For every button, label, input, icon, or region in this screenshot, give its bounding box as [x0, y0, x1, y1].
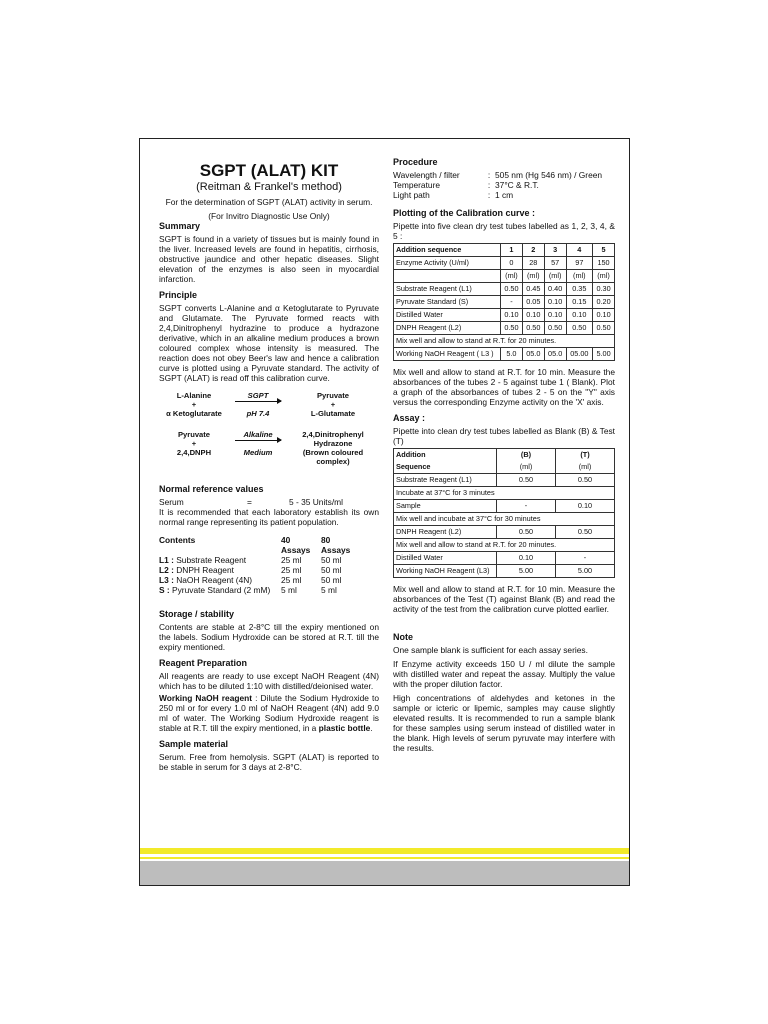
- procedure-row: Light path : 1 cm: [393, 190, 514, 200]
- table-row: Sequence (ml) (ml): [394, 461, 615, 474]
- contents-item: L3 : NaOH Reagent (4N): [159, 575, 253, 585]
- table-row: Mix well and allow to stand at R.T. for 20 minutes.: [394, 335, 615, 348]
- table-row: Distilled Water 0.10 -: [394, 552, 615, 565]
- contents-qty-b: 5 ml: [321, 585, 337, 595]
- table-row: Addition sequence 1 2 3 4 5: [394, 244, 615, 257]
- contents-qty-a: 25 ml: [281, 555, 302, 565]
- table-row: Incubate at 37°C for 3 minutes: [394, 487, 615, 500]
- product-dnp: 2,4,Dinitrophenyl: [302, 430, 364, 439]
- contents-qty-a: 5 ml: [281, 585, 297, 595]
- table-row: Working NaOH Reagent ( L3 ) 5.0 05.0 05.0 05.00 5.00: [394, 348, 615, 361]
- sample-heading: Sample material: [159, 739, 229, 749]
- working-naoh-text: Working NaOH reagent : Dilute the Sodium Hydroxide to 250 ml or for every 1.0 ml of NaOH Reagent (4N) add 9.0 ml of water. The Working Sodium Hydroxide reagent is stable at R.T. till the expiry mentioned, in a plastic bottle.: [159, 693, 379, 733]
- normal-values-row: [159, 497, 379, 507]
- normal-text: It is recommended that each laboratory establish its own normal range representing its patient population.: [159, 507, 379, 527]
- condition-label-2: Medium: [243, 448, 273, 457]
- contents-col1: 40 Assays: [281, 535, 311, 555]
- procedure-row: Temperature : 37°C & R.T.: [393, 180, 539, 190]
- assay-table: [393, 448, 615, 578]
- plus-sign: +: [191, 400, 197, 409]
- reactant-dnph: 2,4,DNPH: [176, 448, 212, 457]
- calibration-intro: Pipette into five clean dry test tubes labelled as 1, 2, 3, 4, & 5 :: [393, 221, 615, 241]
- kit-title: SGPT (ALAT) KIT: [199, 161, 339, 180]
- procedure-heading: Procedure: [393, 157, 438, 167]
- method-subtitle: (Reitman & Frankel's method): [196, 181, 342, 193]
- use-only-text: (For Invitro Diagnostic Use Only): [208, 211, 330, 221]
- calibration-table: [393, 243, 615, 361]
- reactant-pyruvate: Pyruvate: [177, 430, 211, 439]
- product-hydrazone: Hydrazone: [313, 439, 353, 448]
- assay-heading: Assay :: [393, 413, 426, 423]
- footer-yellow-line: [140, 857, 629, 859]
- product-pyruvate: Pyruvate: [316, 391, 350, 400]
- arrow-line: [229, 439, 287, 448]
- summary-text: SGPT is found in a variety of tissues but is mainly found in the liver. Increased levels are found in hepatitis, cirrhosis, obstructive jaundice and other hepatic diseases. Slight elevation of the enzymes is also seen in myocardial infarction.: [159, 234, 379, 284]
- summary-heading: Summary: [159, 221, 201, 231]
- assay-intro: Pipette into clean dry test tubes labelled as Blank (B) & Test (T): [393, 426, 615, 446]
- sample-text: Serum. Free from hemolysis. SGPT (ALAT) is reported to be stable in serum for 3 days at 2-8°C.: [159, 752, 379, 772]
- table-row: Substrate Reagent (L1) 0.50 0.50: [394, 474, 615, 487]
- note-heading: Note: [393, 632, 413, 642]
- left-column: [159, 161, 379, 774]
- principle-text: SGPT converts L-Alanine and α Ketoglutarate to Pyruvate and Glutamate. The Pyruvate formed reacts with 2,4,Dinitrophenyl hydrazine to produce a hydrazone derivative, which in an alkaline medium produces a brown coloured complex whose intensity is measured. The reaction does not obey Beer's law and hence a calibration curve is plotted using a Pyruvate standard. The activity of SGPT (ALAT) is read off this calibration curve.: [159, 303, 379, 383]
- table-row: Enzyme Activity (U/ml) 0 28 57 97 150: [394, 257, 615, 270]
- contents-qty-b: 50 ml: [321, 565, 342, 575]
- normal-eq: =: [247, 497, 252, 507]
- right-column: [393, 157, 615, 755]
- table-row: Working NaOH Reagent (L3) 5.00 5.00: [394, 565, 615, 578]
- arrow-line: [229, 400, 287, 409]
- table-row: DNPH Reagent (L2) 0.50 0.50: [394, 526, 615, 539]
- table-row: Distilled Water 0.10 0.10 0.10 0.10 0.10: [394, 309, 615, 322]
- normal-heading: Normal reference values: [159, 484, 264, 494]
- principle-heading: Principle: [159, 290, 198, 300]
- product-complex: (Brown coloured complex): [302, 448, 364, 466]
- table-row: DNPH Reagent (L2) 0.50 0.50 0.50 0.50 0.50: [394, 322, 615, 335]
- storage-text: Contents are stable at 2-8°C till the expiry mentioned on the labels. Sodium Hydroxide can be stored at R.T. till the expiry mentioned.: [159, 622, 379, 652]
- enzyme-label: SGPT: [247, 391, 269, 400]
- calibration-after-text: Mix well and allow to stand at R.T. for 10 min. Measure the absorbances of the tubes 2 - 5 against tube 1 ( Blank). Plot a graph of the absorbances of tubes 2 - 5 on the "Y" axis versus the corresponding Enzyme activity on the 'X' axis.: [393, 367, 615, 407]
- note-p3: High concentrations of aldehydes and ketones in the sample or icteric or lipemic, samples may cause slightly elevated results. It is recommended to run a sample blank for these samples using serum instead of distilled water in the blank. High levels of serum pyruvate may interfere with the results.: [393, 693, 615, 753]
- plus-sign: +: [330, 400, 336, 409]
- note-p1: One sample blank is sufficient for each assay series.: [393, 645, 588, 655]
- plus-sign: +: [191, 439, 197, 448]
- table-row: Substrate Reagent (L1) 0.50 0.45 0.40 0.35 0.30: [394, 283, 615, 296]
- table-row: Mix well and allow to stand at R.T. for 20 minutes.: [394, 539, 615, 552]
- reagent-prep-text: All reagents are ready to use except NaOH Reagent (4N) which has to be diluted 1:10 with distilled/deionised water.: [159, 671, 379, 691]
- condition-label: Alkaline: [243, 430, 273, 439]
- table-row: Pyruvate Standard (S) - 0.05 0.10 0.15 0.20: [394, 296, 615, 309]
- purpose-text: For the determination of SGPT (ALAT) activity in serum.: [165, 197, 373, 207]
- contents-heading: Contents: [159, 535, 196, 545]
- assay-after-text: Mix well and allow to stand at R.T. for 10 min. Measure the absorbances of the Test (T) against Blank (B) and read the activity of the test from the calibration curve plotted earlier.: [393, 584, 615, 614]
- calibration-heading: Plotting of the Calibration curve :: [393, 208, 536, 218]
- note-p2: If Enzyme activity exceeds 150 U / ml dilute the sample with distilled water and repeat the assay. Multiply the value with the proper dilution factor.: [393, 659, 615, 689]
- contents-qty-a: 25 ml: [281, 565, 302, 575]
- contents-qty-b: 50 ml: [321, 575, 342, 585]
- reactant-ketoglutarate: α Ketoglutarate: [166, 409, 222, 418]
- table-row: Mix well and incubate at 37°C for 30 minutes: [394, 513, 615, 526]
- table-row: (ml) (ml) (ml) (ml) (ml): [394, 270, 615, 283]
- contents-item: L2 : DNPH Reagent: [159, 565, 234, 575]
- reaction-2: [159, 430, 379, 466]
- procedure-row: Wavelength / filter : 505 nm (Hg 546 nm) / Green: [393, 170, 603, 180]
- table-row: Sample - 0.10: [394, 500, 615, 513]
- document-page: [139, 138, 630, 886]
- storage-heading: Storage / stability: [159, 609, 235, 619]
- table-row: Addition (B) (T): [394, 449, 615, 462]
- reactant-l-alanine: L-Alanine: [176, 391, 212, 400]
- normal-label: Serum: [159, 497, 184, 507]
- contents-item: L1 : Substrate Reagent: [159, 555, 247, 565]
- contents-table: [159, 535, 379, 595]
- normal-value: 5 - 35 Units/ml: [289, 497, 343, 507]
- contents-col2: 80 Assays: [321, 535, 351, 555]
- contents-item: S : Pyruvate Standard (2 mM): [159, 585, 271, 595]
- contents-qty-a: 25 ml: [281, 575, 302, 585]
- reaction-1: [159, 391, 379, 418]
- footer-yellow-band: [140, 848, 629, 854]
- ph-label: pH 7.4: [246, 409, 270, 418]
- contents-qty-b: 50 ml: [321, 555, 342, 565]
- product-glutamate: L-Glutamate: [310, 409, 356, 418]
- reagent-prep-heading: Reagent Preparation: [159, 658, 248, 668]
- footer-gray-band: [140, 861, 629, 886]
